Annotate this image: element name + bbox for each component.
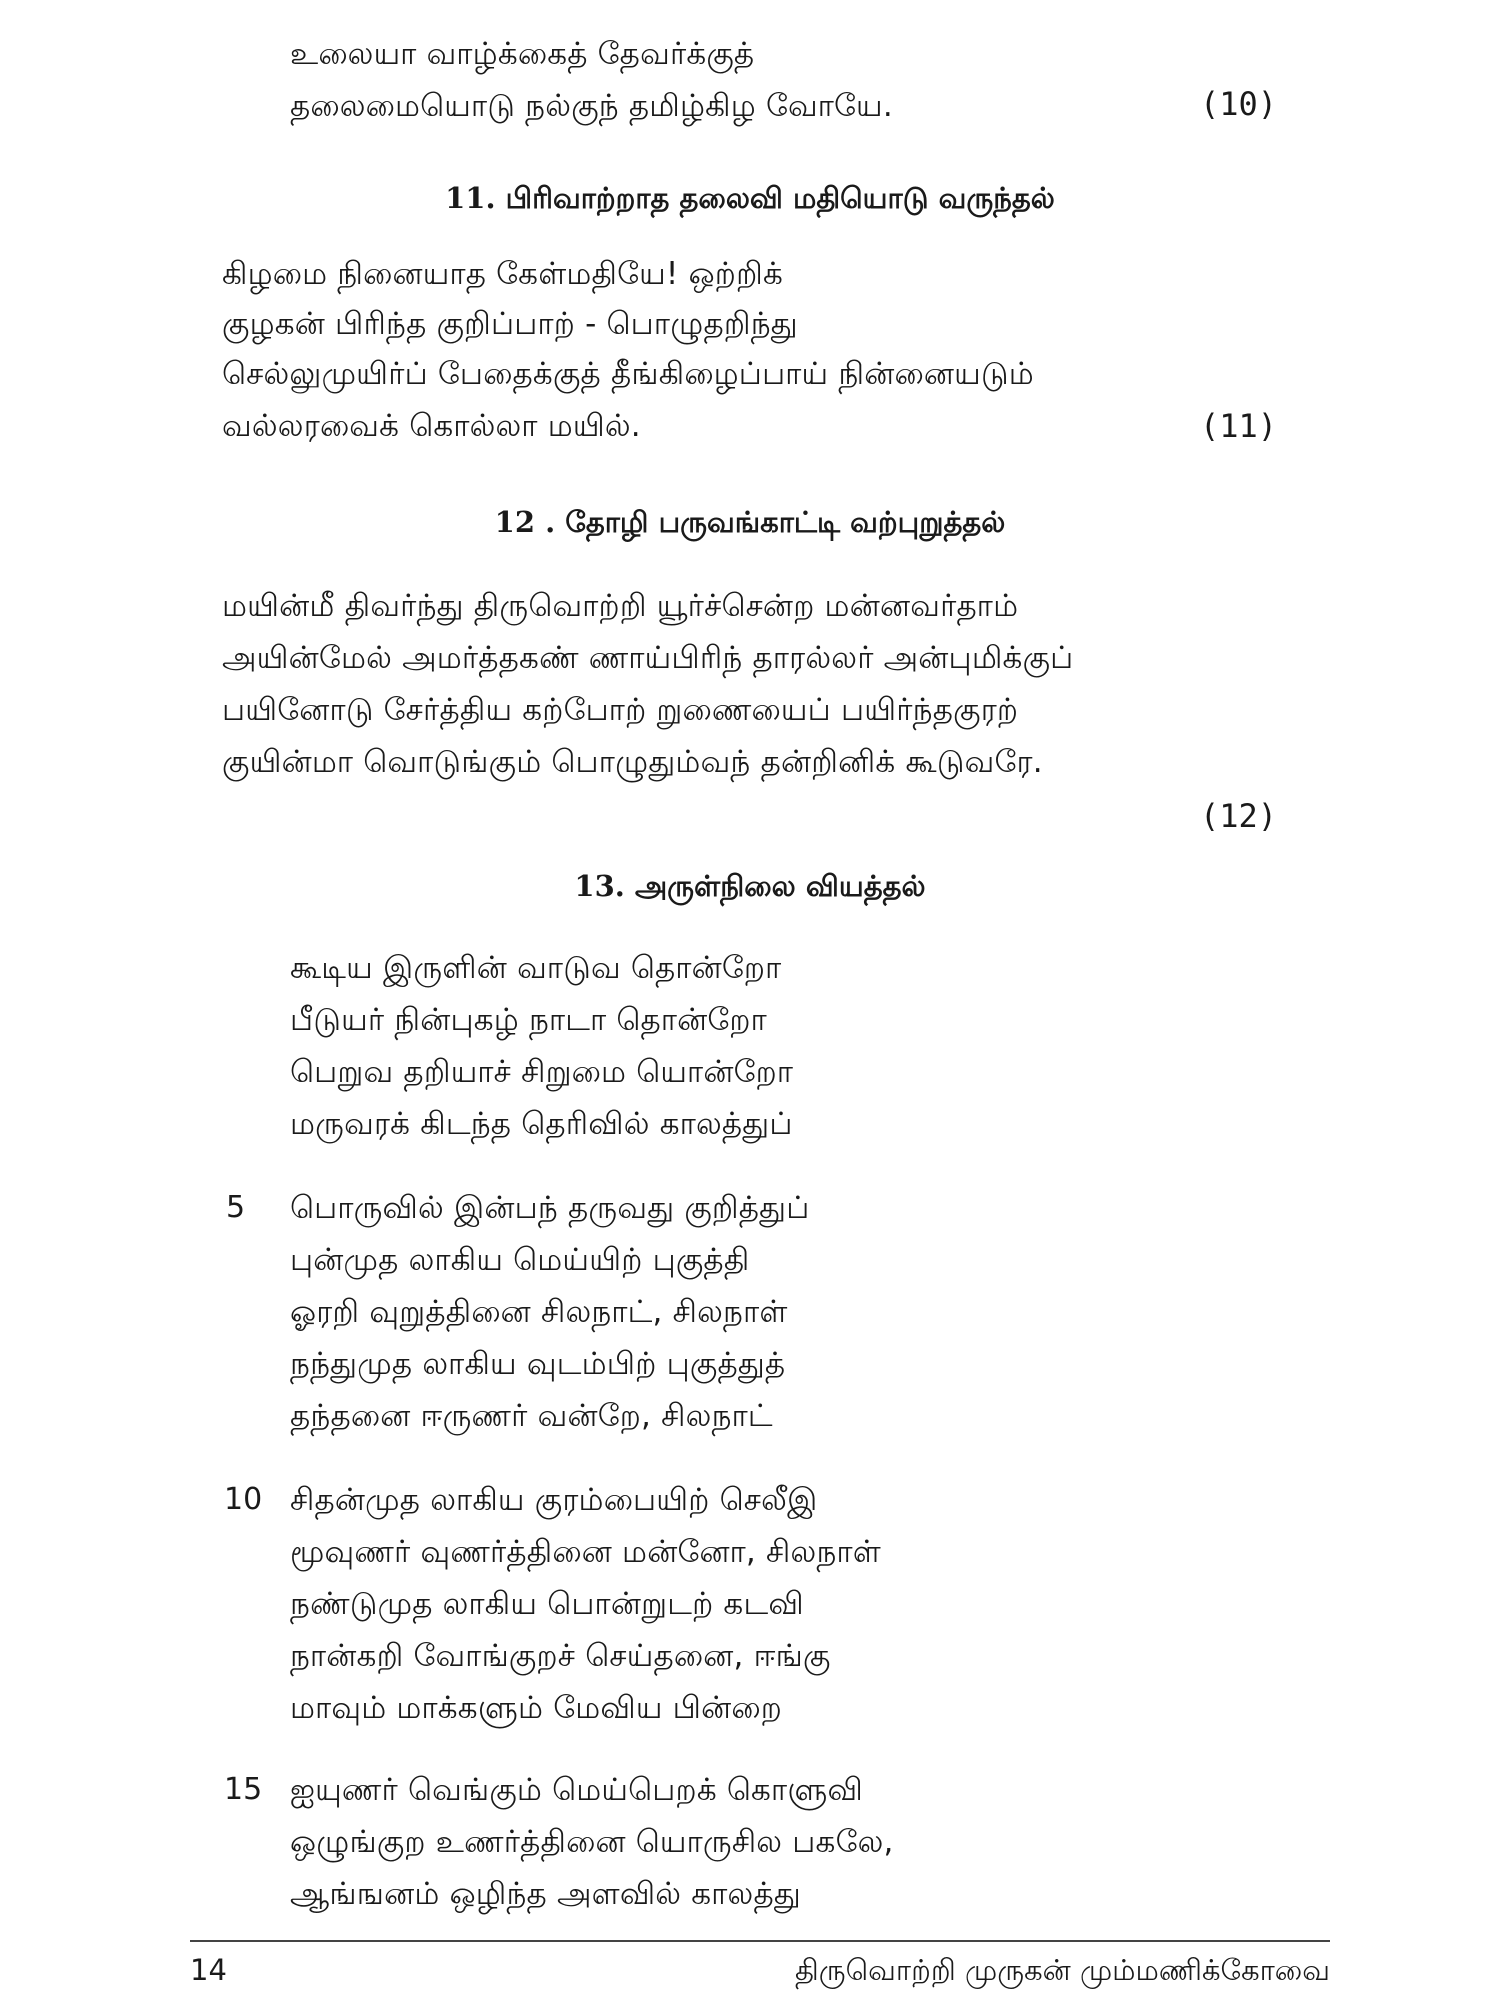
- verse-number: (11): [1200, 407, 1278, 445]
- verse-line: சிதன்முத லாகிய குரம்பையிற் செலீஇ: [290, 1482, 818, 1518]
- verse-number: (10): [1200, 85, 1278, 123]
- verse-line: மூவுணர் வுணர்த்தினை மன்னோ, சிலநாள்: [290, 1534, 881, 1570]
- verse-line: தந்தனை ஈருணர் வன்றே, சிலநாட்: [290, 1398, 773, 1434]
- verse-line: உலையா வாழ்க்கைத் தேவர்க்குத்: [290, 36, 755, 72]
- verse-line: பொருவில் இன்பந் தருவது குறித்துப்: [290, 1190, 810, 1226]
- verse-line: பயினோடு சேர்த்திய கற்போற் றுணையைப் பயிர்ந்தகுரற்: [222, 692, 1019, 728]
- line-number: 5: [226, 1190, 246, 1225]
- verse-line: வல்லரவைக் கொல்லா மயில்.: [222, 408, 641, 444]
- verse-line: ஆங்ஙனம் ஒழிந்த அளவில் காலத்து: [290, 1876, 801, 1912]
- verse-line: குழகன் பிரிந்த குறிப்பாற் - பொழுதறிந்து: [222, 306, 798, 342]
- verse-line: மருவரக் கிடந்த தெரிவில் காலத்துப்: [290, 1106, 793, 1142]
- section-heading: 12 . தோழி பருவங்காட்டி வற்புறுத்தல்: [494, 505, 1006, 539]
- running-title: திருவொற்றி முருகன் மும்மணிக்கோவை: [794, 1953, 1330, 1987]
- verse-line: பீடுயர் நின்புகழ் நாடா தொன்றோ: [290, 1002, 767, 1038]
- verse-line: செல்லுமுயிர்ப் பேதைக்குத் தீங்கிழைப்பாய் நின்னையடும்: [222, 356, 1034, 392]
- section-heading: 11. பிரிவாற்றாத தலைவி மதியொடு வருந்தல்: [445, 181, 1055, 215]
- verse-line: நண்டுமுத லாகிய பொன்றுடற் கடவி: [290, 1586, 804, 1622]
- line-number: 10: [224, 1482, 263, 1517]
- line-number: 15: [224, 1772, 263, 1807]
- verse-line: ஒழுங்குற உணர்த்தினை யொருசில பகலே,: [290, 1824, 894, 1860]
- verse-line: பெறுவ தறியாச் சிறுமை யொன்றோ: [290, 1054, 794, 1090]
- verse-line: குயின்மா வொடுங்கும் பொழுதும்வந் தன்றினிக் கூடுவரே.: [222, 744, 1043, 780]
- verse-line: ஐயுணர் வெங்கும் மெய்பெறக் கொளுவி: [290, 1772, 863, 1808]
- verse-number: (12): [1200, 797, 1278, 835]
- verse-line: ஓரறி வுறுத்தினை சிலநாட், சிலநாள்: [290, 1294, 788, 1330]
- verse-line: மயின்மீ திவர்ந்து திருவொற்றி யூர்ச்சென்ற மன்னவர்தாம்: [222, 588, 1019, 624]
- verse-line: தலைமையொடு நல்குந் தமிழ்கிழ வோயே.: [290, 88, 893, 124]
- section-heading: 13. அருள்நிலை வியத்தல்: [574, 869, 926, 903]
- verse-line: கிழமை நினையாத கேள்மதியே! ஒற்றிக்: [222, 256, 783, 292]
- verse-line: அயின்மேல் அமர்த்தகண் ணாய்பிரிந் தாரல்லர் அன்புமிக்குப்: [222, 640, 1074, 676]
- verse-line: நந்துமுத லாகிய வுடம்பிற் புகுத்துத்: [290, 1346, 786, 1382]
- verse-line: கூடிய இருளின் வாடுவ தொன்றோ: [290, 950, 782, 986]
- verse-line: மாவும் மாக்களும் மேவிய பின்றை: [290, 1690, 783, 1726]
- verse-line: நான்கறி வோங்குறச் செய்தனை, ஈங்கு: [290, 1638, 831, 1674]
- verse-line: புன்முத லாகிய மெய்யிற் புகுத்தி: [290, 1242, 750, 1278]
- footer-divider: [190, 1940, 1330, 1942]
- page-number: 14: [190, 1953, 227, 1987]
